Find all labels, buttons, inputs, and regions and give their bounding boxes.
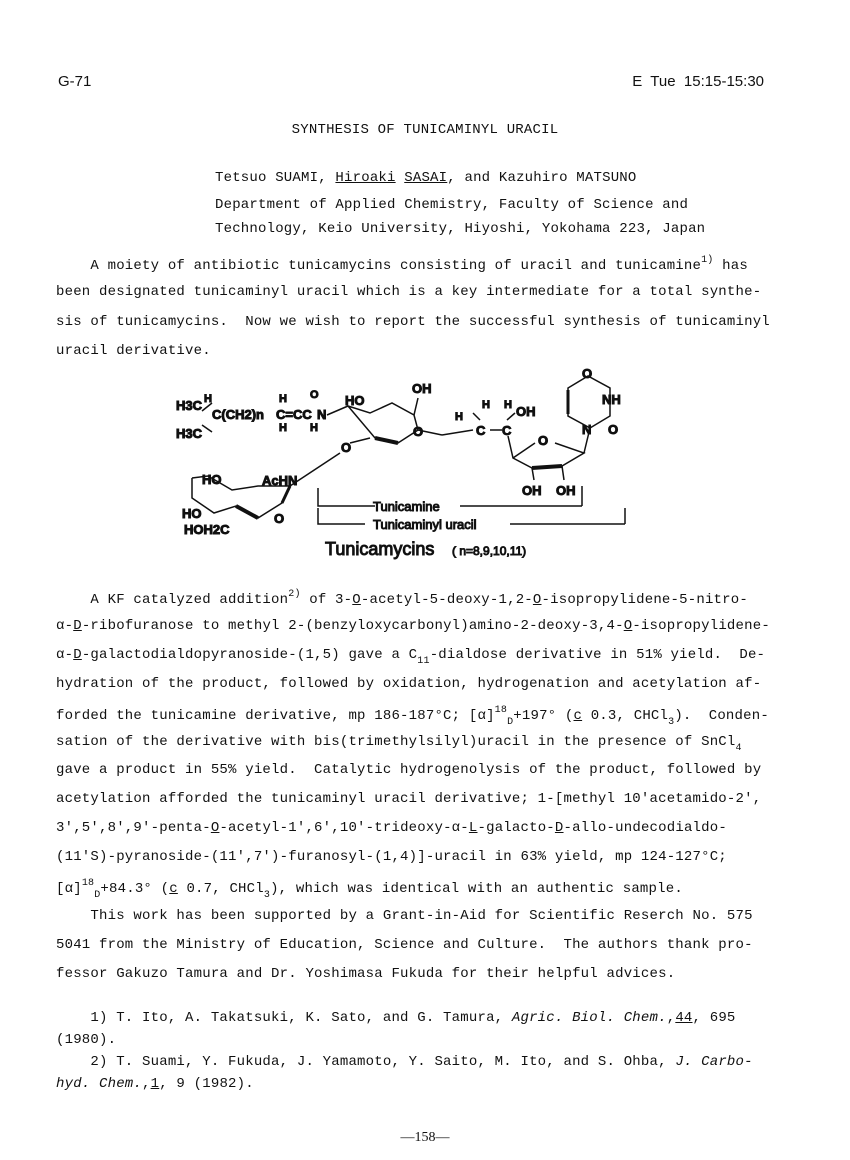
text-run: O bbox=[623, 617, 633, 634]
page-number: —158— bbox=[400, 1130, 450, 1145]
figure-caption-n: ( n=8,9,10,11) bbox=[452, 544, 527, 558]
label-h3c: H3C bbox=[176, 398, 203, 413]
subscript: 3 bbox=[263, 890, 271, 901]
text-line bbox=[56, 791, 761, 807]
text-run: 0.7, CHCl bbox=[177, 881, 264, 897]
text-line bbox=[56, 284, 761, 300]
label-h3c: H3C bbox=[176, 426, 203, 441]
text-run: This work has been supported by a Grant-in-Aid for Scientific Reserch No. 575 bbox=[56, 908, 753, 924]
superscript: 18 bbox=[494, 704, 508, 716]
text-run: -galactodialdopyranoside-(1,5) gave a C bbox=[81, 646, 418, 663]
text-run: forded the tunicamine derivative, mp 186-187°C; [α] bbox=[56, 707, 495, 724]
text-run: [α] bbox=[56, 881, 82, 897]
tunicaminyl-uracil-label: Tunicaminyl uracil bbox=[373, 517, 477, 532]
text-run bbox=[396, 170, 405, 186]
text-run: fessor Gakuzo Tamura and Dr. Yoshimasa Fukuda for their helpful advices. bbox=[56, 966, 676, 983]
text-line bbox=[56, 849, 727, 865]
label-h: H bbox=[204, 393, 212, 405]
text-run: sis of tunicamycins. Now we wish to report the successful synthesis of tunicaminyl bbox=[56, 313, 770, 330]
label-o: O bbox=[310, 389, 319, 401]
label-ho: HO bbox=[345, 393, 365, 408]
superscript: 2) bbox=[288, 589, 301, 600]
label-nh: NH bbox=[602, 392, 621, 407]
subscript: D bbox=[507, 716, 514, 728]
tunicamine-label: Tunicamine bbox=[373, 499, 440, 514]
label-n: N bbox=[317, 407, 327, 422]
label-n: N bbox=[582, 422, 592, 437]
text-run: of 3- bbox=[300, 592, 353, 608]
text-run: +197° ( bbox=[513, 707, 574, 724]
text-run: -ribofuranose to methyl 2-(benzyloxycarbonyl)amino-2-deoxy-3,4- bbox=[81, 617, 624, 634]
text-run: O bbox=[210, 820, 220, 837]
text-run: D bbox=[73, 646, 82, 663]
text-run: , 9 (1982). bbox=[159, 1076, 254, 1092]
session-time: E Tue 15:15-15:30 bbox=[632, 73, 764, 90]
label-o: O bbox=[582, 368, 593, 381]
subscript: D bbox=[94, 890, 101, 901]
text-line bbox=[56, 343, 211, 359]
label-ho: HO bbox=[202, 472, 222, 487]
text-run: D bbox=[554, 820, 564, 837]
text-run: uracil derivative. bbox=[56, 342, 211, 359]
text-line bbox=[56, 734, 742, 754]
label-h: H bbox=[455, 411, 463, 423]
text-run: 3',5',8',9'-penta- bbox=[56, 820, 211, 837]
text-run: A moiety of antibiotic tunicamycins consisting of uracil and tunicamine bbox=[56, 258, 702, 274]
text-run: hydration of the product, followed by oxidation, hydrogenation and acetylation af- bbox=[56, 675, 762, 692]
text-run: ), which was identical with an authentic sample. bbox=[270, 881, 683, 897]
reference-line bbox=[56, 1076, 254, 1092]
text-run: 0.3, CHCl bbox=[582, 707, 669, 724]
label-ho: HO bbox=[182, 506, 202, 521]
label-h: H bbox=[482, 399, 490, 411]
text-line bbox=[56, 314, 770, 330]
text-run: acetylation afforded the tunicaminyl uracil derivative; 1-[methyl 10'acetamido-2', bbox=[56, 791, 762, 808]
text-run: -acetyl-5-deoxy-1,2- bbox=[360, 592, 533, 608]
text-run: -isopropylidene-5-nitro- bbox=[541, 592, 748, 608]
label-oh: OH bbox=[522, 483, 542, 498]
text-run: -dialdose derivative in 51% yield. De- bbox=[429, 646, 766, 663]
text-line bbox=[56, 966, 675, 982]
superscript: 1) bbox=[701, 255, 714, 266]
text-run: (11'S)-pyranoside-(11',7')-furanosyl-(1,4)]-uracil in 63% yield, mp 124-127°C; bbox=[56, 849, 727, 866]
text-line bbox=[56, 762, 761, 778]
label-oh: OH bbox=[516, 404, 536, 419]
text-line bbox=[56, 647, 765, 667]
text-run: 1 bbox=[150, 1076, 160, 1092]
subscript: 4 bbox=[735, 742, 742, 754]
text-run: α- bbox=[56, 646, 74, 663]
label-h: H bbox=[279, 422, 287, 434]
reference-line bbox=[56, 1054, 753, 1070]
text-run: been designated tunicaminyl uracil which is a key intermediate for a total synthe- bbox=[56, 284, 762, 301]
text-line bbox=[56, 937, 753, 953]
text-run: J. Carbo- bbox=[675, 1054, 753, 1070]
text-run: A KF catalyzed addition bbox=[56, 592, 289, 608]
label-hoh2c: HOH2C bbox=[184, 522, 230, 537]
text-run: c bbox=[573, 707, 583, 724]
text-run: D bbox=[73, 617, 82, 634]
label-h: H bbox=[310, 422, 318, 434]
label-c: C bbox=[502, 423, 512, 438]
text-run: 1) T. Ito, A. Takatsuki, K. Sato, and G. Tamura, bbox=[56, 1010, 512, 1026]
text-run: 2) T. Suami, Y. Fukuda, J. Yamamoto, Y. Saito, M. Ito, and S. Ohba, bbox=[56, 1054, 676, 1070]
text-run: -galacto- bbox=[477, 820, 555, 837]
text-run: -acetyl-1',6',10'-trideoxy-α- bbox=[219, 820, 469, 837]
text-line bbox=[56, 820, 727, 836]
text-run: -isopropylidene- bbox=[632, 617, 770, 634]
reference-line bbox=[56, 1010, 736, 1026]
text-run: , and Kazuhiro MATSUNO bbox=[447, 170, 637, 186]
label-oh: OH bbox=[556, 483, 576, 498]
text-run: hyd. Chem. bbox=[56, 1076, 143, 1092]
label-o: O bbox=[608, 422, 619, 437]
tunicamycin-structure bbox=[170, 368, 650, 563]
affiliation-line: Technology, Keio University, Hiyoshi, Yokohama 223, Japan bbox=[215, 221, 706, 237]
text-run: SASAI bbox=[404, 170, 448, 186]
reference-line bbox=[56, 1032, 116, 1048]
label-achn: AcHN bbox=[262, 473, 298, 488]
paper-title: SYNTHESIS OF TUNICAMINYL URACIL bbox=[291, 122, 559, 138]
text-run: , bbox=[142, 1076, 151, 1092]
text-run: sation of the derivative with bis(trimethylsilyl)uracil in the presence of SnCl bbox=[56, 733, 736, 750]
text-run: O bbox=[532, 592, 542, 608]
label-o: O bbox=[274, 511, 285, 526]
text-run: 44 bbox=[675, 1010, 693, 1026]
text-run: has bbox=[713, 258, 748, 274]
authors bbox=[215, 170, 637, 186]
label-h: H bbox=[504, 399, 512, 411]
text-line bbox=[56, 255, 748, 274]
subscript: 3 bbox=[668, 716, 675, 728]
text-run: L bbox=[468, 820, 478, 837]
text-run: , bbox=[666, 1010, 676, 1026]
label-h: H bbox=[279, 393, 287, 405]
subscript: 11 bbox=[417, 655, 430, 667]
text-run: gave a product in 55% yield. Catalytic hydrogenolysis of the product, followed by bbox=[56, 762, 762, 779]
label-o: O bbox=[413, 424, 424, 439]
label-alkene: C=CC bbox=[276, 407, 312, 422]
text-run: Agric. Biol. Chem. bbox=[511, 1010, 667, 1026]
text-run: , 695 bbox=[692, 1010, 736, 1026]
text-line bbox=[56, 705, 769, 728]
text-run: Tetsuo SUAMI, bbox=[215, 170, 336, 186]
text-run: c bbox=[169, 881, 178, 897]
label-chain: C(CH2)n bbox=[212, 407, 264, 422]
text-run: α- bbox=[56, 617, 74, 634]
label-c: C bbox=[476, 423, 486, 438]
text-line bbox=[56, 908, 753, 924]
affiliation-line: Department of Applied Chemistry, Faculty of Science and bbox=[215, 197, 689, 213]
text-line bbox=[56, 676, 761, 692]
text-run: -allo-undecodialdo- bbox=[563, 820, 727, 837]
text-run: +84.3° ( bbox=[100, 881, 170, 897]
label-o: O bbox=[341, 440, 352, 455]
superscript: 18 bbox=[81, 878, 95, 889]
text-run: (1980). bbox=[56, 1032, 117, 1048]
label-oh: OH bbox=[412, 381, 432, 396]
text-line bbox=[56, 618, 770, 634]
session-code: G-71 bbox=[58, 73, 92, 90]
figure-caption-name: Tunicamycins bbox=[325, 539, 435, 559]
text-run: Hiroaki bbox=[335, 170, 396, 186]
text-line bbox=[56, 589, 748, 608]
text-run: ). Conden- bbox=[674, 707, 769, 724]
text-run: O bbox=[352, 592, 361, 608]
label-o: O bbox=[538, 433, 549, 448]
text-run: 5041 from the Ministry of Education, Science and Culture. The authors thank pro- bbox=[56, 937, 753, 954]
text-line bbox=[56, 878, 683, 901]
